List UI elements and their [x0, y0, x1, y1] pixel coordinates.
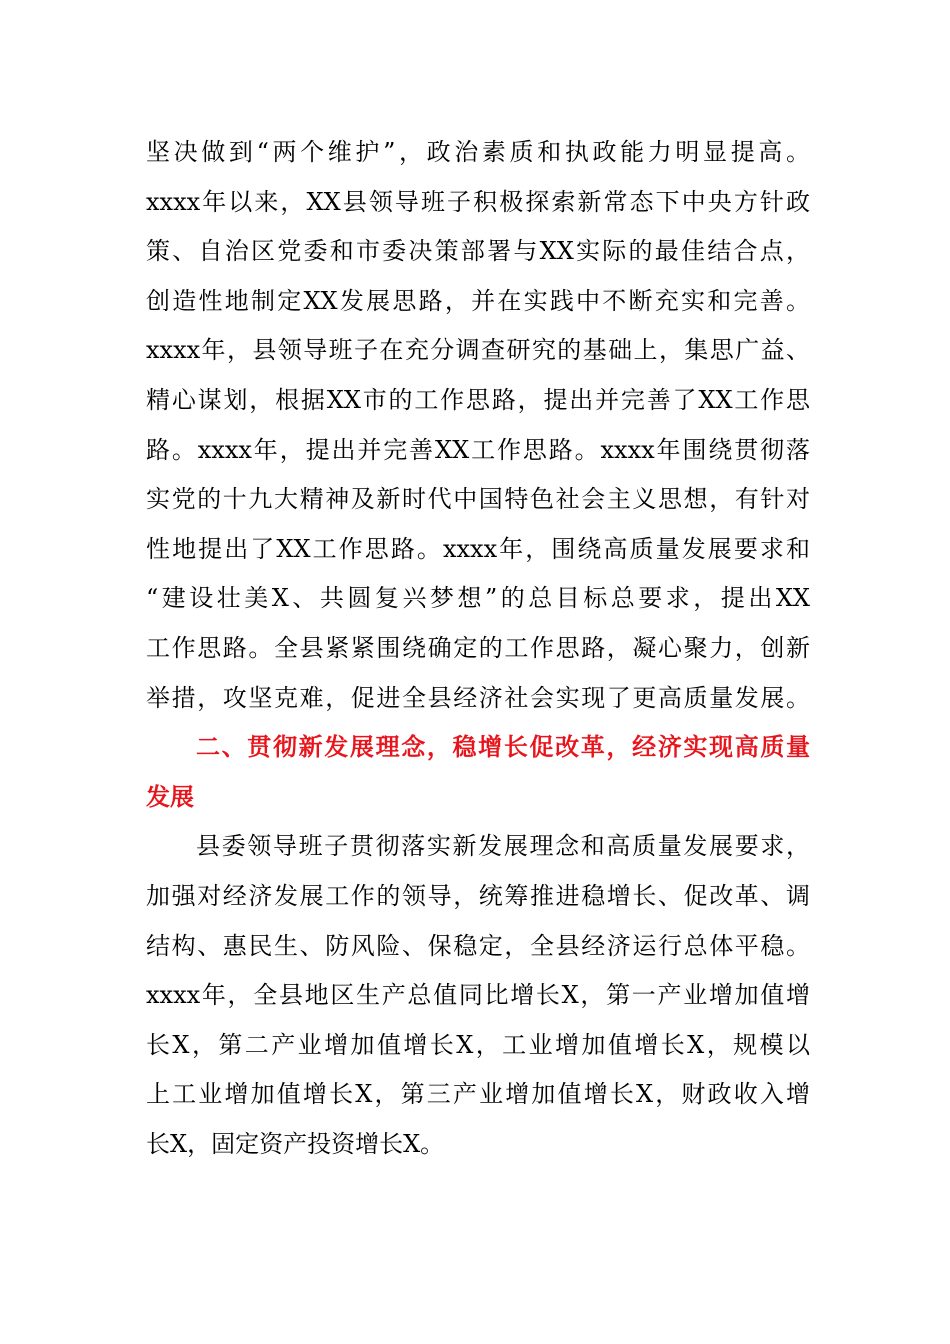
paragraph-economy — [146, 822, 810, 1169]
text-line: 路。xxxx年，提出并完善XX工作思路。xxxx年围绕贯彻落 — [146, 435, 810, 464]
text-line: xxxx年，全县地区生产总值同比增长X，第一产业增加值增 — [146, 981, 810, 1010]
paragraph-work-ideas — [146, 128, 810, 723]
text-line: 长X，第二产业增加值增长X，工业增加值增长X，规模以 — [146, 1030, 810, 1059]
text-line: 结构、惠民生、防风险、保稳定，全县经济运行总体平稳。 — [146, 931, 810, 960]
text-line: 县委领导班子贯彻落实新发展理念和高质量发展要求， — [196, 832, 810, 861]
section-heading — [146, 723, 810, 822]
text-line: 加强对经济发展工作的领导，统筹推进稳增长、促改革、调 — [146, 881, 810, 910]
text-line: 长X，固定资产投资增长X。 — [146, 1129, 445, 1158]
text-line: “建设壮美X、共圆复兴梦想”的总目标总要求，提出XX — [146, 584, 810, 613]
text-line: 举措，攻坚克难，促进全县经济社会实现了更高质量发展。 — [146, 683, 810, 712]
text-line: 精心谋划，根据XX市的工作思路，提出并完善了XX工作思 — [146, 385, 810, 414]
text-line: 性地提出了XX工作思路。xxxx年，围绕高质量发展要求和 — [146, 534, 810, 563]
heading-line: 二、贯彻新发展理念，稳增长促改革，经济实现高质量 — [196, 733, 810, 762]
heading-line: 发展 — [146, 782, 194, 811]
text-line: xxxx年以来，XX县领导班子积极探索新常态下中央方针政 — [146, 187, 810, 216]
text-line: 策、自治区党委和市委决策部署与XX实际的最佳结合点， — [146, 237, 810, 266]
text-line: 实党的十九大精神及新时代中国特色社会主义思想，有针对 — [146, 485, 810, 514]
document-body — [146, 128, 810, 1169]
text-line: 创造性地制定XX发展思路，并在实践中不断充实和完善。 — [146, 286, 810, 315]
text-line: 工作思路。全县紧紧围绕确定的工作思路，凝心聚力，创新 — [146, 633, 810, 662]
text-line: 上工业增加值增长X，第三产业增加值增长X，财政收入增 — [146, 1080, 810, 1109]
text-line: xxxx年，县领导班子在充分调查研究的基础上，集思广益、 — [146, 336, 810, 365]
text-line: 坚决做到“两个维护”，政治素质和执政能力明显提高。 — [146, 138, 810, 166]
